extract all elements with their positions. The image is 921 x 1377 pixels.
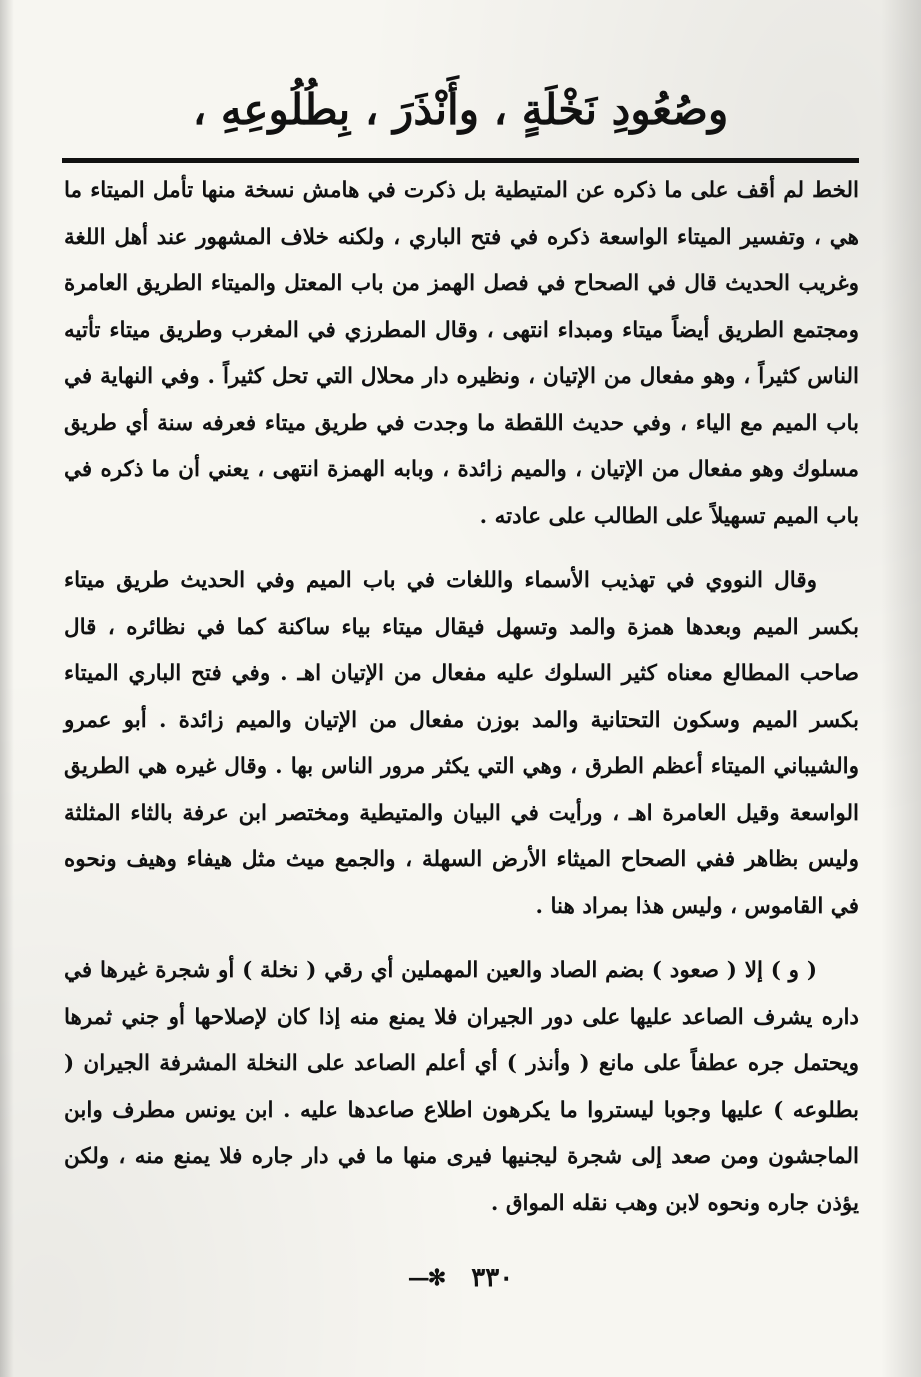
page-header [60,70,861,160]
page-shadow-right [881,0,921,1377]
header-divider [62,158,859,163]
page-number: ٣٣٠ [471,1263,514,1293]
paragraph-3: ( و ) إلا ( صعود ) بضم الصاد والعين المهملين أي رقي ( نخلة ) أو شجرة غيرها في داره يشرف الصاعد عليها على دور الجيران فلا يمنع منه إذا كان لإصلاحها أو جني ثمرها ويحتمل جره عطفاً على مانع ( وأنذر ) أي أعلم الصاعد على النخلة المشرفة الجيران ( بطلوعه ) عليها وجوبا ليستروا ما يكرهون اطلاع صاعدها عليه . ابن يونس مطرف وابن الماجشون ومن صعد إلى شجرة ليجنيها فيرى منها ما في دار جاره فلا يمنع منه ، ولكن يؤذن جاره ونحوه لابن وهب نقله المواق . [64,958,859,1216]
body-text [64,168,859,1245]
paragraph-1: الخط لم أقف على ما ذكره عن المتيطية بل ذكرت في هامش نسخة منها تأمل الميتاء ما هي ، وتفسير الميتاء الواسعة ذكره في فتح الباري ، ولكنه خلاف المشهور عند أهل اللغة وغريب الحديث قال في الصحاح في فصل الهمز من باب المعتل والميتاء الطريق العامرة ومجتمع الطريق أيضاً ميتاء ومبداء انتهى ، وقال المطرزي في المغرب وطريق ميتاء تأتيه الناس كثيراً ، وهو مفعال من الإتيان ، ونظيره دار محلال التي تحل كثيراً . وفي النهاية في باب الميم مع الياء ، وفي حديث اللقطة ما وجدت في طريق ميتاء فعرفه سنة أي طريق مسلوك وهو مفعال من الإتيان ، والميم زائدة ، وبابه الهمزة انتهى ، يعني أن ما ذكره في باب الميم تسهيلاً على الطالب على عادته . [64,178,860,529]
ornament-icon: ✻— [407,1265,445,1291]
page-title: وصُعُودِ نَخْلَةٍ ، وأَنْذَرَ ، بِطُلُوعِهِ ، [192,85,729,134]
page-footer [0,1262,921,1293]
page-shadow-left [0,0,14,1377]
paragraph-2: وقال النووي في تهذيب الأسماء واللغات في باب الميم وفي الحديث طريق ميتاء بكسر الميم وبعدها همزة والمد وتسهل فيقال ميتاء بياء ساكنة كما في نظائره ، قال صاحب المطالع معناه كثير السلوك عليه مفعال من الإتيان اهـ . وفي فتح الباري الميتاء بكسر الميم وسكون التحتانية والمد بوزن مفعال من الإتيان والميم زائدة . أبو عمرو والشيباني الميتاء أعظم الطرق ، وهي التي يكثر مرور الناس بها . وقال غيره هي الطريق الواسعة وقيل العامرة اهـ ، ورأيت في البيان والمتيطية ومختصر ابن عرفة بالثاء المثلثة وليس بظاهر ففي الصحاح الميثاء الأرض السهلة ، والجمع ميث مثل هيفاء وهيف ونحوه في القاموس ، وليس هذا بمراد هنا . [64,568,859,919]
